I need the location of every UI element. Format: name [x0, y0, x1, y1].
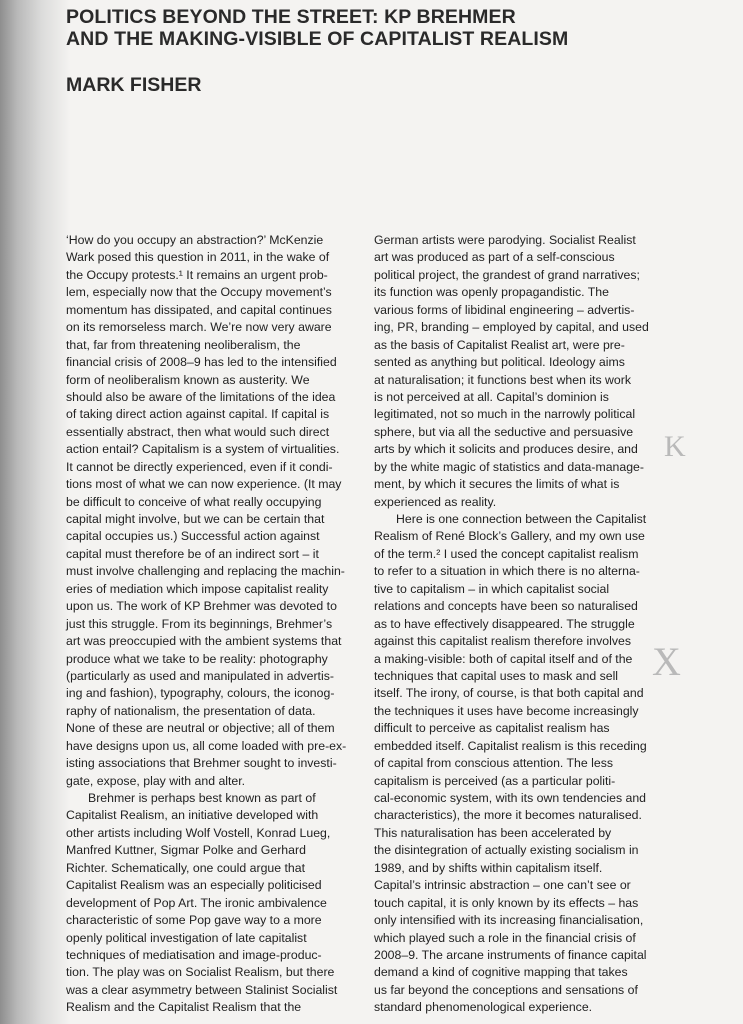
text-line: tive to capitalism – in which capitalist social — [374, 581, 610, 596]
text-line: raphy of nationalism, the presentation of data. — [66, 703, 316, 718]
text-line: Realism and the Capitalist Realism that the — [66, 1000, 302, 1015]
text-line: ing, PR, branding – employed by capital, and used — [374, 320, 649, 335]
text-line: other artists including Wolf Vostell, Konrad Lueg, — [66, 825, 331, 840]
text-line: Here is one connection between the Capitalist — [396, 512, 647, 526]
text-line: as to have effectively disappeared. The struggle — [374, 616, 635, 631]
text-line: of capital from conscious attention. The less — [374, 756, 614, 771]
text-line: political project, the grandest of grand narratives; — [374, 267, 640, 282]
text-line: Brehmer is perhaps best known as part of — [88, 791, 316, 805]
text-line: various forms of libidinal engineering – advertis- — [374, 302, 635, 317]
text-line: against this capitalist realism therefore involves — [374, 634, 631, 649]
text-line: eries of mediation which impose capitalist reality — [66, 581, 329, 596]
text-line: just this struggle. From its beginnings, Brehmer’s — [66, 616, 333, 631]
text-line: characteristics), the more it becomes naturalised. — [374, 808, 642, 823]
text-line: development of Pop Art. The ironic ambivalence — [66, 895, 327, 910]
text-line: Realism of René Block’s Gallery, and my own use — [374, 529, 645, 544]
text-line: ‘How do you occupy an abstraction?’ McKenzie — [66, 233, 324, 247]
text-line: techniques that capital uses to mask and sell — [374, 668, 619, 683]
text-line: techniques of mediatisation and image-produc- — [66, 947, 322, 962]
text-line: was a clear asymmetry between Stalinist Socialist — [66, 982, 338, 997]
text-line: have designs upon us, all come loaded with pre-ex- — [66, 738, 347, 753]
text-line: This naturalisation has been accelerated by — [374, 825, 612, 840]
text-line: a making-visible: both of capital itself and of the — [374, 651, 633, 666]
author-name: MARK FISHER — [66, 74, 202, 96]
text-line: characteristic of some Pop gave way to a more — [66, 913, 322, 928]
text-line: gate, expose, play with and alter. — [66, 773, 246, 788]
text-line: which played such a role in the financial crisis of — [374, 930, 636, 945]
text-line: essentially abstract, then what would such direct — [66, 424, 330, 439]
text-line: It cannot be directly experienced, even if it condi- — [66, 459, 333, 474]
text-line: at naturalisation; it functions best when its work — [374, 372, 631, 387]
text-line: the techniques it uses have become increasingly — [374, 703, 639, 718]
text-line: produce what we take to be reality: photography — [66, 651, 328, 666]
text-line: capital might involve, but we can be certain that — [66, 512, 325, 526]
article-title — [66, 6, 568, 50]
text-line: to refer to a situation in which there is no alterna- — [374, 564, 640, 579]
text-line: art was produced as part of a self-conscious — [374, 250, 615, 265]
text-line: (particularly as used and manipulated in advertis- — [66, 668, 334, 683]
text-line: action entail? Capitalism is a system of virtualities. — [66, 442, 340, 457]
text-line: arts by which it solicits and produces desire, and — [374, 442, 638, 457]
text-line: financial crisis of 2008–9 has led to the intensified — [66, 355, 337, 370]
text-line: art was preoccupied with the ambient systems that — [66, 634, 342, 649]
text-line: lem, especially now that the Occupy movement’s — [66, 285, 332, 300]
text-line: that, far from threatening neoliberalism, the — [66, 337, 301, 352]
text-line: momentum has dissipated, and capital continues — [66, 302, 332, 317]
text-line: Manfred Kuttner, Sigmar Polke and Gerhard — [66, 843, 306, 858]
text-line: of taking direct action against capital. If capital is — [66, 407, 330, 422]
text-line: ing and fashion), typography, colours, the iconog- — [66, 686, 335, 701]
text-line: standard phenomenological experience. — [374, 1000, 593, 1015]
text-line: form of neoliberalism known as austerity. We — [66, 372, 310, 387]
text-line: tion. The play was on Socialist Realism, but there — [66, 965, 335, 980]
text-line: itself. The irony, of course, is that both capital and — [374, 686, 644, 701]
margin-pencil-mark: K — [664, 430, 686, 463]
text-line: the disintegration of actually existing socialism in — [374, 843, 639, 858]
text-line: of the term.² I used the concept capitalist realism — [374, 546, 639, 561]
text-line: capital occupies us.) Successful action against — [66, 529, 320, 544]
text-line: None of these are neutral or objective; all of them — [66, 721, 335, 736]
text-line: on its remorseless march. We’re now very aware — [66, 320, 332, 335]
text-line: as the basis of Capitalist Realist art, were pre- — [374, 337, 625, 352]
text-line: capital must therefore be of an indirect sort – it — [66, 546, 319, 561]
text-line: Capitalist Realism, an initiative developed with — [66, 808, 319, 823]
text-line: isting associations that Brehmer sought to investi- — [66, 756, 337, 771]
text-line: difficult to perceive as capitalist realism has — [374, 721, 610, 736]
text-line: should also be aware of the limitations of the idea — [66, 389, 336, 404]
text-line: relations and concepts have been so naturalised — [374, 599, 638, 614]
text-line: 1989, and by shifts within capitalism itself. — [374, 860, 603, 875]
right-text-column — [374, 232, 674, 1017]
text-line: only intensified with its increasing financialisation, — [374, 913, 644, 928]
text-line: embedded itself. Capitalist realism is this receding — [374, 738, 647, 753]
text-line: Capital’s intrinsic abstraction – one can’t see or — [374, 878, 631, 893]
text-line: is not perceived at all. Capital’s dominion is — [374, 389, 609, 404]
text-line: cal-economic system, with its own tendencies and — [374, 791, 647, 805]
text-line: German artists were parodying. Socialist Realist — [374, 233, 636, 247]
text-line: sphere, but via all the seductive and persuasive — [374, 424, 634, 439]
text-line: openly political investigation of late capitalist — [66, 930, 307, 945]
text-line: be difficult to conceive of what really occupying — [66, 494, 322, 509]
text-line: capitalism is perceived (as a particular politi- — [374, 773, 616, 788]
text-line: its function was openly propagandistic. The — [374, 285, 609, 300]
text-line: Richter. Schematically, one could argue that — [66, 860, 306, 875]
title-line: POLITICS BEYOND THE STREET: KP BREHMER — [66, 6, 516, 28]
text-line: demand a kind of cognitive mapping that takes — [374, 965, 628, 980]
title-line: AND THE MAKING-VISIBLE OF CAPITALIST REALISM — [66, 28, 569, 50]
text-line: by the white magic of statistics and data-manage- — [374, 459, 644, 474]
margin-pencil-mark: X — [652, 639, 681, 684]
text-line: tions most of what we can now experience. (It may — [66, 477, 342, 492]
text-line: Capitalist Realism was an especially politicised — [66, 878, 322, 893]
left-text-column — [66, 232, 366, 1017]
text-line: legitimated, not so much in the narrowly political — [374, 407, 636, 422]
text-line: ment, by which it secures the limits of what is — [374, 477, 620, 492]
text-line: the Occupy protests.¹ It remains an urgent prob- — [66, 267, 328, 282]
text-line: must involve challenging and replacing the machin- — [66, 564, 345, 579]
text-line: upon us. The work of KP Brehmer was devoted to — [66, 599, 337, 614]
text-line: touch capital, it is only known by its effects – has — [374, 895, 639, 910]
text-line: experienced as reality. — [374, 494, 497, 509]
text-line: us far beyond the conceptions and sensations of — [374, 982, 638, 997]
text-line: 2008–9. The arcane instruments of finance capital — [374, 947, 647, 962]
page-gutter-shadow — [0, 0, 70, 1024]
text-line: Wark posed this question in 2011, in the wake of — [66, 250, 330, 265]
text-line: sented as anything but political. Ideology aims — [374, 355, 625, 370]
